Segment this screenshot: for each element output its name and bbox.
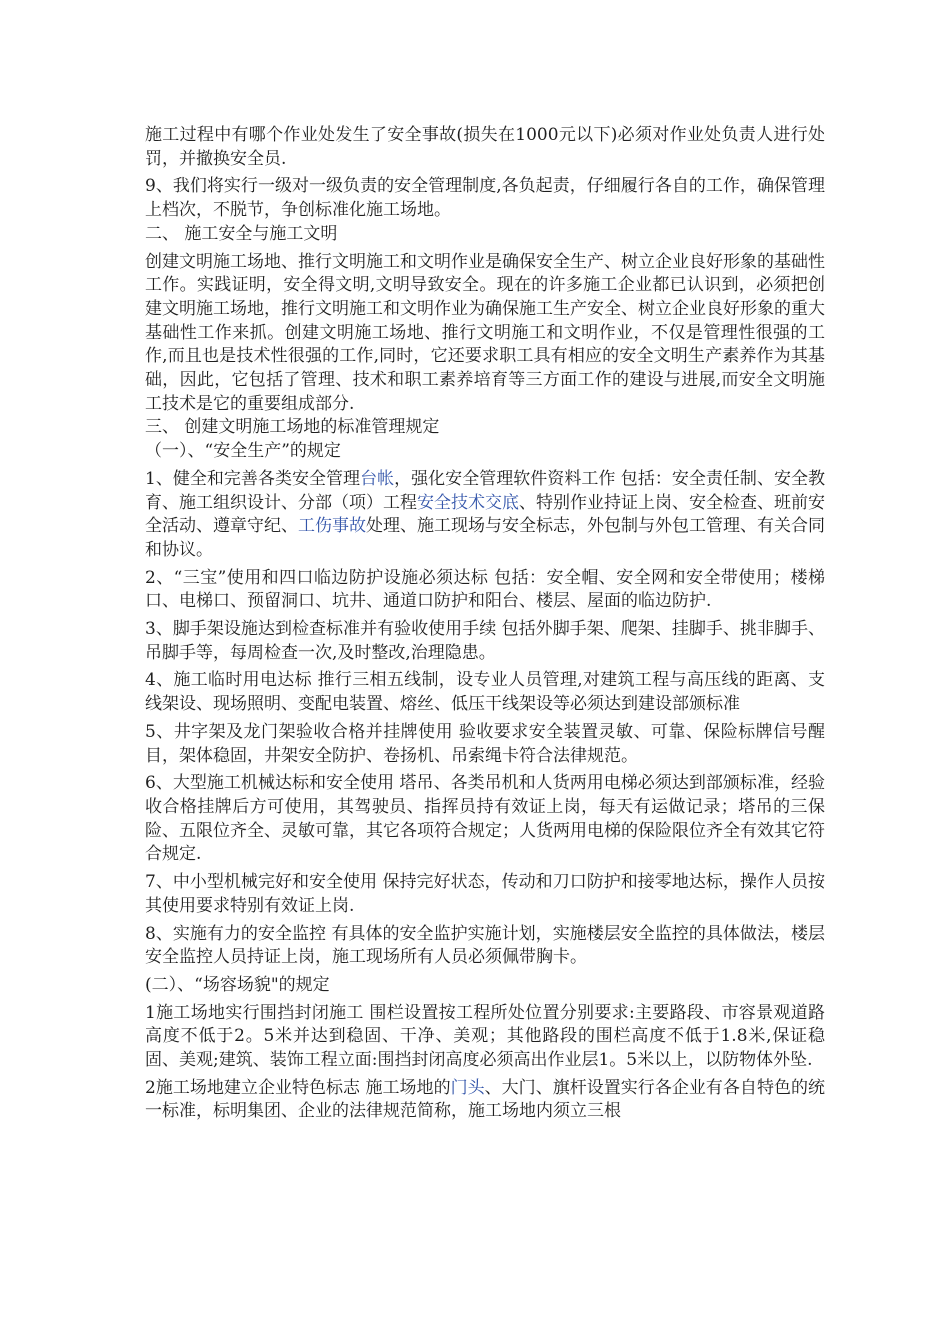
text-run: 8、实施有力的安全监控 有具体的安全监护实施计划，实施楼层安全监控的具体做法，楼层安全监控人员持证上岗，施工现场所有人员必须佩带胸卡。: [145, 923, 825, 968]
text-run: 三、 创建文明施工场地的标准管理规定: [145, 417, 440, 438]
text-run: ，强化安全管理软件资料工作 包括：安全责任制、安全教育、施工组织设计、分部（项）工程: [145, 468, 826, 513]
text-run: 二、 施工安全与施工文明: [145, 223, 338, 244]
text-run: 创建文明施工场地、推行文明施工和文明作业是确保安全生产、树立企业良好形象的基础性工作。实践证明，安全得文明,文明导致安全。现在的许多施工企业都已认识到，必须把创建文明施工场地，推行文明施工和文明作业为确保施工生产安全、树立企业良好形象的重大基础性工作来抓。创建文明施工场地、推行文明施工和文明作业，不仅是管理性很强的工作,而且也是技术性很强的工作,同时，它还要求职工具有相应的安全文明生产素养作为其基础，因此，它包括了管理、技术和职工素养培育等三方面工作的建设与进展,而安全文明施工技术是它的重要组成部分.: [145, 251, 825, 414]
text-run: 5、井字架及龙门架验收合格并挂牌使用 验收要求安全装置灵敏、可靠、保险标牌信号醒目，架体稳固，井架安全防护、卷扬机、吊索绳卡符合法律规范。: [145, 721, 825, 766]
inline-link[interactable]: 安全技术交底: [417, 492, 519, 513]
text-run: 、大门、旗杆设置实行各企业有各自特色的统一标准，标明集团、企业的法律规范简称，施工场地内须立三根: [145, 1077, 826, 1122]
text-run: 3、脚手架设施达到检查标准并有验收使用手续 包括外脚手架、爬架、挂脚手、挑非脚手、吊脚手等，每周检查一次,及时整改,治理隐患。: [145, 619, 825, 663]
text-run: 6、大型施工机械达标和安全使用 塔吊、各类吊机和人货两用电梯必须达到部颁标准，经验收合格挂牌后方可使用，其驾驶员、指挥员持有效证上岗，每天有运做记录；塔吊的三保险、五限位齐全、灵敏可靠，其它各项符合规定；人货两用电梯的保险限位齐全有效其它符合规定.: [145, 773, 825, 865]
text-run: 4、施工临时用电达标 推行三相五线制，设专业人员管理,对建筑工程与高压线的距离、支线架设、现场照明、变配电装置、熔丝、低压干线架设等必须达到建设部颁标准: [145, 670, 825, 715]
paragraph-1: [145, 124, 825, 171]
text-run: 1、健全和完善各类安全管理: [145, 468, 361, 489]
paragraph-16: [145, 1002, 825, 1073]
paragraph-2: [145, 175, 825, 222]
text-run: 处理、施工现场与安全标志，外包制与外包工管理、有关合同和协议。: [145, 516, 825, 560]
paragraph-12: [145, 772, 825, 867]
paragraph-9: [145, 618, 825, 665]
paragraph-3: [145, 223, 825, 247]
text-run: (二）、“场容场貌"的规定: [145, 974, 330, 995]
paragraph-8: [145, 567, 825, 614]
text-run: 2、“三宝”使用和四口临边防护设施必须达标 包括：安全帽、安全网和安全带使用；楼梯口、电梯口、预留洞口、坑井、通道口防护和阳台、楼层、屋面的临边防护.: [145, 567, 825, 612]
paragraph-15: [145, 974, 825, 998]
paragraph-4: [145, 251, 825, 417]
inline-link[interactable]: 门头: [450, 1077, 485, 1098]
text-run: 、特别作业持证上岗、安全检查、班前安全活动、遵章守纪、: [145, 492, 825, 537]
inline-link[interactable]: 工伤事故: [298, 516, 366, 537]
text-run: 2施工场地建立企业特色标志 施工场地的: [145, 1077, 451, 1098]
paragraph-6: [145, 440, 825, 464]
document-body: [145, 124, 825, 1124]
text-run: 1施工场地实行围挡封闭施工 围栏设置按工程所处位置分别要求:主要路段、市容景观道路高度不低于2。5米并达到稳固、干净、美观；其他路段的围栏高度不低于1.8米,保证稳固、美观;建筑、装饰工程立面:围挡封闭高度必须高出作业层1。5米以上，以防物体外坠.: [145, 1002, 825, 1071]
paragraph-13: [145, 871, 825, 918]
paragraph-5: [145, 416, 825, 440]
paragraph-17: [145, 1077, 825, 1124]
inline-link[interactable]: 台帐: [360, 468, 395, 489]
paragraph-10: [145, 669, 825, 716]
text-run: 7、中小型机械完好和安全使用 保持完好状态，传动和刀口防护和接零地达标，操作人员按其使用要求特别有效证上岗.: [145, 872, 825, 916]
text-run: 施工过程中有哪个作业处发生了安全事故(损失在1000元以下)必须对作业处负责人进行处罚，并撤换安全员.: [145, 125, 825, 169]
text-run: 9、我们将实行一级对一级负责的安全管理制度,各负起责，仔细履行各自的工作，确保管理上档次，不脱节，争创标准化施工场地。: [145, 176, 825, 221]
text-run: （一）、“安全生产”的规定: [145, 441, 341, 462]
paragraph-7: [145, 468, 825, 563]
paragraph-11: [145, 721, 825, 768]
paragraph-14: [145, 923, 825, 970]
